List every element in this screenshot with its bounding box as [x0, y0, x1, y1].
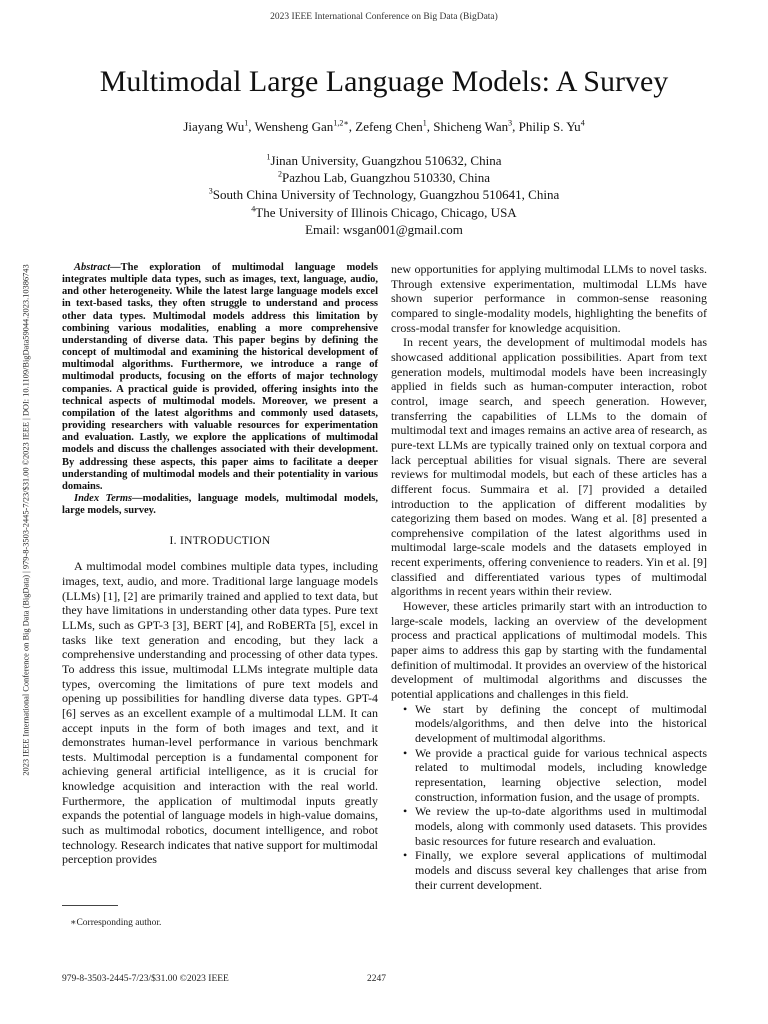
footnote-divider: [62, 905, 118, 906]
abstract-label: Abstract: [74, 262, 111, 273]
bullet-icon: •: [403, 701, 408, 716]
right-column: [391, 262, 707, 892]
list-item: [391, 746, 707, 805]
abstract-text: —The exploration of multimodal language models integrates multiple data types, such as images, text, language, audio, and other heterogeneity. While the latest large language models excel in text-based tasks, they often struggle to understand and process other data types. Multimodal models address this limitation by combining various modalities, enabling a more comprehensive understanding of diverse data. This paper begins by defining the concept of multimodal and examining the historical development of multimodal algorithms. Furthermore, we introduce a range of multimodal products, focusing on the efforts of major technology companies. A practical guide is provided, offering insights into the technical aspects of multimodal models. Moreover, we present a compilation of the latest algorithms and commonly used datasets, providing researchers with valuable resources for experimentation and evaluation. Lastly, we explore the applications of multimodal models and discuss the challenges associated with their development. By addressing these aspects, this paper aims to facilitate a deeper understanding of multimodal models and their potentiality in various domains.: [62, 262, 378, 492]
author-affil-mark: 1: [422, 118, 427, 128]
list-item: [391, 804, 707, 848]
author-name: Philip S. Yu: [518, 119, 581, 134]
index-terms-label: Index Terms: [74, 492, 133, 504]
author-name: Wensheng Gan: [254, 119, 334, 134]
conference-header: 2023 IEEE International Conference on Big Data (BigData): [270, 12, 498, 22]
affiliation: [0, 152, 768, 169]
index-terms: [62, 493, 378, 517]
affiliation-text: Pazhou Lab, Guangzhou 510330, China: [282, 170, 490, 186]
author-affil-mark: 3: [508, 118, 513, 128]
footer-copyright: 979-8-3503-2445-7/23/$31.00 ©2023 IEEE: [62, 974, 229, 984]
affiliation-text: The University of Illinois Chicago, Chicago, USA: [255, 204, 517, 220]
bullet-icon: •: [403, 745, 408, 760]
side-doi-text: 2023 IEEE International Conference on Big Data (BigData) | 979-8-3503-2445-7/23/$31.00 ©2023 IEEE | DOI: 10.1109/BigData59044.2023.10386743: [21, 264, 31, 776]
author-affil-mark: 4: [580, 118, 585, 128]
author-affil-mark: 1,2∗: [333, 118, 349, 128]
paper-title: Multimodal Large Language Models: A Survey: [99, 65, 669, 98]
list-item-text: We start by defining the concept of multimodal models/algorithms, and then delve into the historical development of multimodal algorithms.: [415, 701, 707, 745]
contribution-list: [391, 702, 707, 893]
bullet-icon: •: [403, 848, 408, 863]
affiliation-block: [0, 152, 768, 238]
affiliation-mark: 4: [251, 204, 256, 214]
contact-email: Email: wsgan001@gmail.com: [305, 221, 463, 237]
list-item-text: We provide a practical guide for various technical aspects related to multimodal models, including knowledge representation, learning objective selection, model construction, information fusion, and the usage of prompts.: [415, 745, 707, 804]
left-column: [62, 262, 378, 962]
affiliation-mark: 2: [278, 169, 283, 179]
affiliation-mark: 3: [208, 187, 213, 197]
list-item: [391, 702, 707, 746]
page-number: 2247: [367, 974, 386, 984]
affiliation: [0, 204, 768, 221]
author-list: Jiayang Wu$^1$, Wensheng Gan$^{1,2∗}$, Zefeng Chen$^1$, Shicheng Wan$^3$, Philip S. Yu$^4$: [183, 118, 585, 134]
body-paragraph: However, these articles primarily start with an introduction to large-scale models, lacking an overview of the development process and practical applications of multimodal models. This paper aims to address this gap by starting with the fundamental definition of multimodal. It provides an overview of the historical development of multimodal algorithms and discusses the potential applications and challenges in this field.: [391, 599, 707, 702]
list-item: [391, 848, 707, 892]
affiliation-text: South China University of Technology, Guangzhou 510641, China: [212, 187, 560, 203]
affiliation-text: Jinan University, Guangzhou 510632, China: [270, 153, 502, 168]
body-paragraph: new opportunities for applying multimodal LLMs to novel tasks. Through extensive experimentation, multimodal LLMs have shown superior performance in common-sense reasoning compared to single-modality models, highlighting the benefits of cross-modal transfer for knowledge acquisition.: [391, 262, 707, 335]
footnote: ∗Corresponding author.: [70, 918, 162, 928]
author-affil-mark: 1: [244, 118, 249, 128]
author-name: Shicheng Wan: [433, 119, 509, 134]
body-paragraph: In recent years, the development of multimodal models has showcased additional application possibilities. Apart from text generation models, multimodal models have been increasingly applied in fields such as human-computer interaction, robot control, image search, and speech generation. However, transferring the capabilities of LLMs to the domain of multimodal text and images remains an active area of research, as pure-text LLMs are typically trained only on textual corpora and lack perceptual abilities for visual signals. There are several reviews for multimodal models, but each of these articles has a different focus. Summaira et al. [7] provided a detailed introduction to the application of different modalities by categorizing them based on modes. Wang et al. [8] presented a comprehensive compilation of the latest algorithms used in multimodal large-scale models and the datasets employed in recent experiments, offering convenience to readers. Yin et al. [9] classified and differentiated various types of multimodal algorithms in recent years within their review.: [391, 335, 707, 599]
index-terms-text: —modalities, language models, multimodal models, large models, survey.: [62, 492, 378, 517]
section-heading-introduction: I. INTRODUCTION: [169, 535, 271, 548]
affiliation: [0, 169, 768, 186]
list-item-text: We review the up-to-date algorithms used in multimodal models, along with commonly used datasets. This provides basic resources for future research and evaluation.: [415, 804, 707, 848]
intro-paragraph: A multimodal model combines multiple data types, including images, text, audio, and more. Traditional large language models (LLMs) [1], [2] are primarily trained and applied to text data, but they have limitations in understanding other data types. Pure text LLMs, such as GPT-3 [3], BERT [4], and RoBERTa [5], excel in tasks like text generation and encoding, but they lack a comprehensive understanding and processing of other data types. To address this issue, multimodal LLMs integrate multiple data types, overcoming the limitations of pure text models and opening up possibilities for handling diverse data types. GPT-4 [6] serves as an excellent example of a multimodal LLM. It can accept inputs in the form of both images and text, and it demonstrates human-level performance in various benchmark tests. Multimodal perception is a fundamental component for achieving general artificial intelligence, as it is crucial for knowledge acquisition and interaction with the real world. Furthermore, the application of multimodal inputs greatly expands the potential of language models in high-value domains, such as multimodal robotics, document intelligence, and robot technology. Research indicates that native support for multimodal perception provides: [62, 559, 378, 867]
author-name: Zefeng Chen: [355, 119, 423, 134]
abstract: [62, 262, 378, 493]
list-item-text: Finally, we explore several applications of multimodal models and discuss several key challenges that arise from their current development.: [415, 848, 707, 892]
author-name: Jiayang Wu: [183, 119, 245, 134]
bullet-icon: •: [403, 804, 408, 819]
affiliation: [0, 186, 768, 203]
affiliation-mark: 1: [266, 152, 271, 162]
